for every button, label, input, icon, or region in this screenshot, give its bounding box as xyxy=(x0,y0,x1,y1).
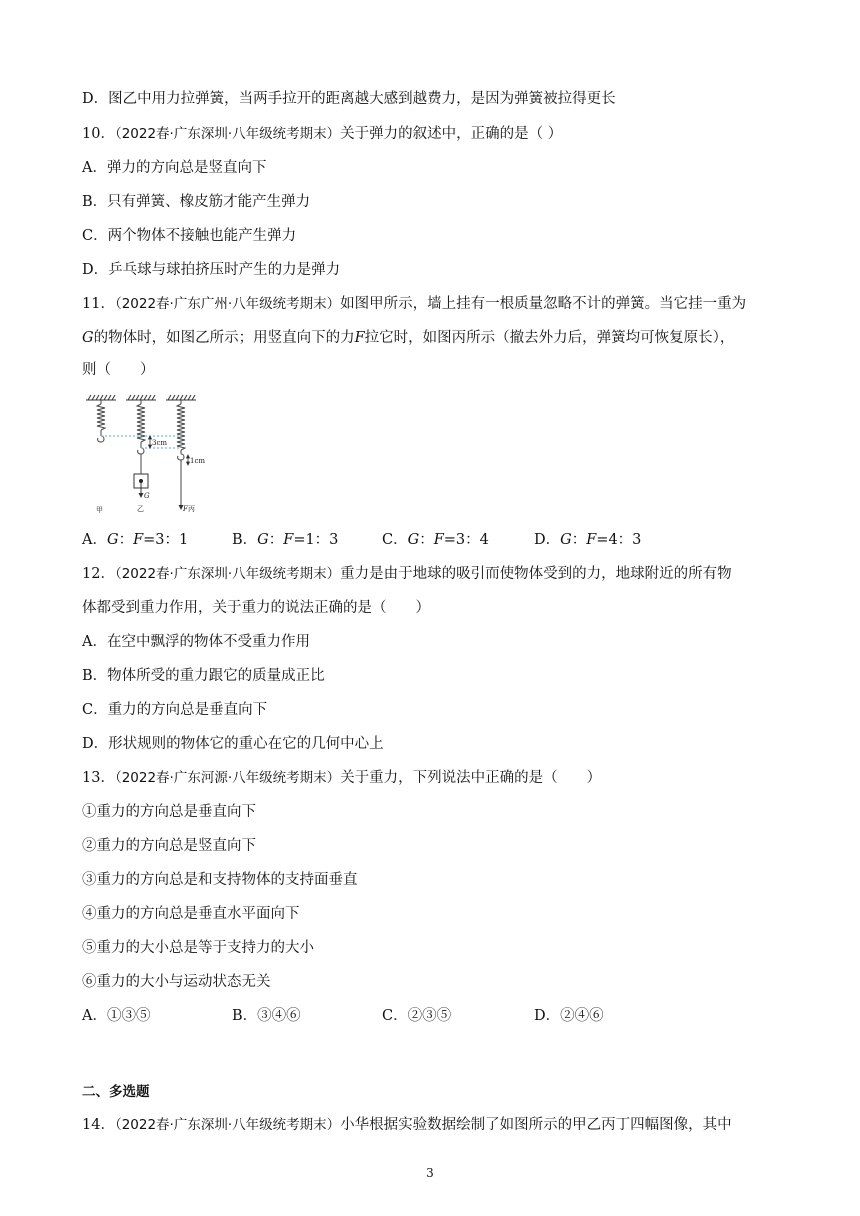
q10-question: 关于弹力的叙述中，正确的是（ ） xyxy=(340,126,563,142)
q14-source: （2022春·广东深圳·八年级统考期末） xyxy=(114,1117,341,1133)
ceiling-yi xyxy=(126,395,156,400)
q11-number: 11． xyxy=(82,296,115,312)
spring-bing xyxy=(177,400,185,508)
q11-source: （2022春·广东广州·八年级统考期末） xyxy=(114,296,341,312)
q13-source: （2022春·广东河源·八年级统考期末） xyxy=(114,770,341,786)
q12-option-b: B．物体所受的重力跟它的质量成正比 xyxy=(82,668,325,684)
q13-stem xyxy=(82,768,601,788)
q11-option-a-ratio: =3：1 xyxy=(143,532,189,548)
label-3cm: 3cm xyxy=(152,439,168,447)
label-g: G xyxy=(144,492,150,500)
q12-source: （2022春·广东深圳·八年级统考期末） xyxy=(114,566,341,582)
q13-option-c: C．②③⑤ xyxy=(382,1008,452,1024)
label-bing: 丙 xyxy=(188,505,195,513)
q14-stem xyxy=(82,1115,732,1135)
q11-option-d-ratio: =4：3 xyxy=(596,532,642,548)
q11-stem-line3: 则（ ） xyxy=(82,362,155,378)
label-jia: 甲 xyxy=(96,506,103,514)
q11-option-a-sep: ： xyxy=(118,532,134,548)
label-yi: 乙 xyxy=(137,505,144,513)
q11-option-b-ratio: =1：3 xyxy=(293,532,339,548)
q10-option-c: C．两个物体不接触也能产生弹力 xyxy=(82,228,297,244)
q11-option-a-f: F xyxy=(133,532,144,548)
label-f: F xyxy=(183,505,188,513)
q13-statement-4: ④重力的方向总是垂直水平面向下 xyxy=(82,906,300,922)
q12-option-d: D．形状规则的物体它的重心在它的几何中心上 xyxy=(82,736,384,752)
spring-figure xyxy=(82,392,232,522)
q9-option-d: D．图乙中用力拉弹簧，当两手拉开的距离越大感到越费力，是因为弹簧被拉得更长 xyxy=(82,91,616,107)
q12-option-c: C．重力的方向总是垂直向下 xyxy=(82,702,268,718)
q10-option-d: D．乒乓球与球拍挤压时产生的力是弹力 xyxy=(82,262,341,278)
q10-number: 10． xyxy=(82,126,115,142)
q13-question: 关于重力，下列说法中正确的是（ ） xyxy=(340,770,602,786)
q11-option-b xyxy=(232,530,338,550)
q11-option-a-g: G xyxy=(106,532,119,548)
q11-option-a xyxy=(82,530,188,550)
q13-statement-5: ⑤重力的大小总是等于支持力的大小 xyxy=(82,940,314,956)
q11-stem-b: 的物体时，如图乙所示；用竖直向下的力 xyxy=(93,330,355,346)
q10-source: （2022春·广东深圳·八年级统考期末） xyxy=(114,126,341,142)
q11-stem-f: F xyxy=(354,330,365,346)
spring-yi xyxy=(137,400,145,474)
q10-option-a: A．弹力的方向总是竖直向下 xyxy=(82,160,267,176)
q12-stem-a: 重力是由于地球的吸引而使物体受到的力，地球附近的所有物 xyxy=(340,566,732,582)
q11-option-d xyxy=(534,530,641,550)
q12-stem-line1 xyxy=(82,564,732,584)
q10-stem xyxy=(82,124,562,144)
q13-option-b: B．③④⑥ xyxy=(232,1008,301,1024)
q11-option-b-f: F xyxy=(283,532,294,548)
q13-statement-6: ⑥重力的大小与运动状态无关 xyxy=(82,974,271,990)
section-title-multiple-choice: 二、多选题 xyxy=(82,1084,150,1100)
q11-option-b-g: G xyxy=(257,532,269,548)
q11-option-d-f: F xyxy=(586,532,597,548)
q12-number: 12． xyxy=(82,566,115,582)
q11-stem-c: 拉它时，如图丙所示（撤去外力后，弹簧均可恢复原长）， xyxy=(364,330,735,346)
q11-stem-g: G xyxy=(82,330,94,346)
q14-question: 小华根据实验数据绘制了如图所示的甲乙丙丁四幅图像，其中 xyxy=(340,1117,732,1133)
q11-option-c-ratio: =3：4 xyxy=(443,532,489,548)
q13-statement-1: ①重力的方向总是垂直向下 xyxy=(82,804,256,820)
q11-option-d-letter: D． xyxy=(534,532,561,548)
q14-number: 14． xyxy=(82,1117,115,1133)
ceiling-bing xyxy=(166,395,196,400)
q11-option-c xyxy=(382,530,489,550)
q13-statement-3: ③重力的方向总是和支持物体的支持面垂直 xyxy=(82,872,358,888)
q11-option-a-letter: A． xyxy=(82,532,107,548)
q13-option-a: A．①③⑤ xyxy=(82,1008,151,1024)
q13-option-d: D．②④⑥ xyxy=(534,1008,604,1024)
q11-option-c-g: G xyxy=(407,532,420,548)
label-1cm: 1cm xyxy=(190,457,206,465)
q11-option-d-g: G xyxy=(560,532,572,548)
q11-option-b-letter: B． xyxy=(232,532,258,548)
ceiling-jia xyxy=(86,395,116,400)
q13-number: 13． xyxy=(82,770,115,786)
q12-stem-line2: 体都受到重力作用，关于重力的说法正确的是（ ） xyxy=(82,600,430,616)
q10-option-b: B．只有弹簧、橡皮筋才能产生弹力 xyxy=(82,194,311,210)
q11-option-d-sep: ： xyxy=(571,532,587,548)
q11-option-c-letter: C． xyxy=(382,532,408,548)
q11-option-c-sep: ： xyxy=(419,532,434,548)
q11-option-b-sep: ： xyxy=(268,532,284,548)
q11-stem-a: 如图甲所示，墙上挂有一根质量忽略不计的弹簧。当它挂一重为 xyxy=(340,296,747,312)
q11-option-c-f: F xyxy=(433,532,444,548)
q12-option-a: A．在空中飘浮的物体不受重力作用 xyxy=(82,634,310,650)
q11-stem-line1 xyxy=(82,294,746,314)
q11-stem-line2 xyxy=(82,328,734,348)
page-number: 3 xyxy=(426,1166,434,1180)
q13-statement-2: ②重力的方向总是竖直向下 xyxy=(82,838,256,854)
